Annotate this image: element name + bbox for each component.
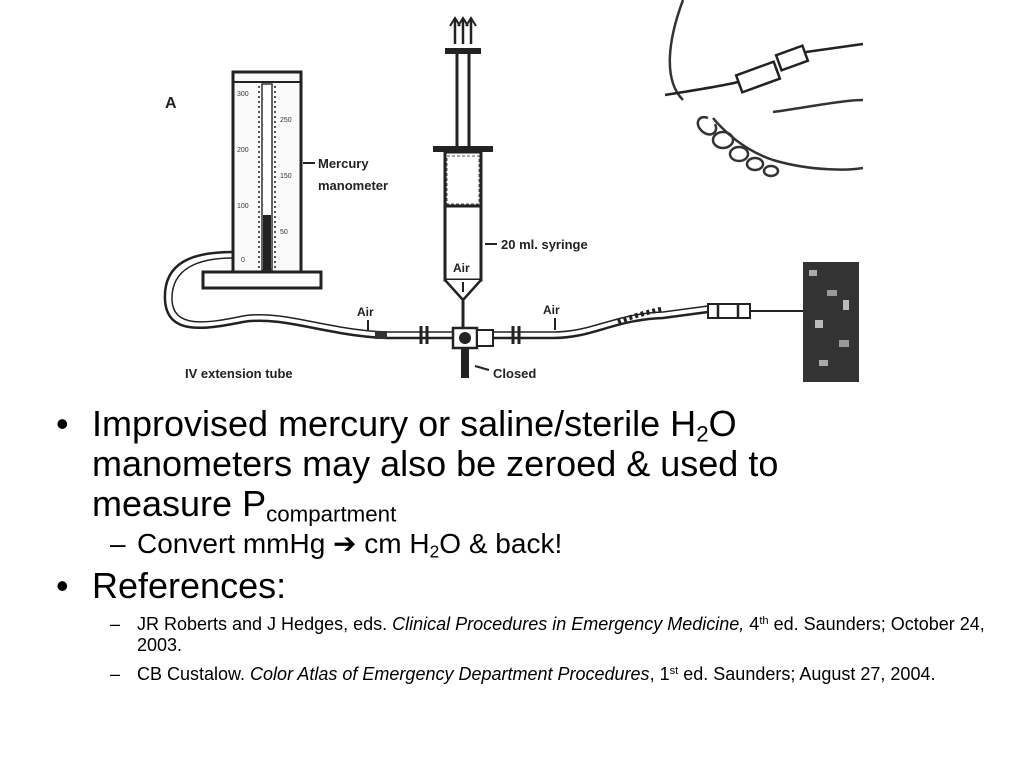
reference-title: Clinical Procedures in Emergency Medicine, [392,614,745,634]
reference-item-roberts [110,614,1010,658]
scale-left-100: 100 [237,203,249,210]
reference-marker: – [110,664,121,684]
convert-text: O & back! [439,528,563,559]
syringe-label: 20 ml. syringe [501,237,588,252]
bullet-references [56,566,656,606]
scale-right-250: 250 [280,117,292,124]
scale-left-300: 300 [237,91,249,98]
reference-edition-suffix: st [669,664,679,677]
references-heading: References: [92,565,287,606]
mercury-manometer [203,72,388,288]
reference-title: Color Atlas of Emergency Department Procedures [250,664,650,684]
syringe [433,18,588,328]
convert-text: Convert mmHg [137,528,334,559]
diagram-svg [163,0,863,392]
tissue-block [803,262,859,382]
reference-edition: , 1 [649,664,670,684]
catheter-tube [493,304,803,344]
subscript-2: 2 [696,421,709,447]
closed-label: Closed [493,366,537,381]
iv-extension-tube [165,252,453,344]
manometer-label-line2: manometer [318,178,389,193]
reference-authors: CB Custalow. [137,664,251,684]
scale-right-150: 150 [280,173,292,180]
reference-item-custalow [110,664,1010,708]
panel-label: A [165,95,177,112]
bullet-line-3 [92,483,397,527]
sub-bullet-convert [110,528,910,562]
scale-left-200: 200 [237,147,249,154]
reference-edition-suffix: th [759,614,769,627]
bullet-improvised-manometer [56,403,956,527]
subscript-compartment: compartment [266,501,397,527]
convert-text: cm H [356,528,430,559]
reference-marker: – [110,614,121,634]
subscript-2: 2 [429,541,440,562]
reference-text [137,664,997,685]
iv-tube-label: IV extension tube [185,366,293,381]
reference-text [137,614,997,656]
reference-edition: 4 [744,614,760,634]
bullet-text: measure P [92,483,267,524]
reference-authors: JR Roberts and J Hedges, eds. [137,614,393,634]
arrow-right-icon: ➔ [333,528,357,559]
bullet-marker: • [56,565,69,606]
three-way-stopcock [453,328,536,381]
needle-hub [665,44,863,95]
sub-bullet-marker: – [110,528,126,559]
air-right-label: Air [543,303,560,317]
scale-left-0: 0 [241,257,245,264]
bullet-marker: • [56,403,69,444]
air-syringe-label: Air [453,261,470,275]
air-left-label: Air [357,305,374,319]
reference-publisher: ed. Saunders; October 24, 2003. [137,614,985,655]
bullet-line-2: manometers may also be zeroed & used to [92,443,779,484]
bullet-text: O [708,403,737,444]
foot-illustration [670,0,863,176]
scale-right-50: 50 [280,229,288,236]
bullet-line-1 [92,403,737,447]
manometer-diagram [163,0,863,392]
bullet-text: Improvised mercury or saline/sterile H [92,403,697,444]
sub-bullet-text [137,528,562,560]
manometer-label-line1: Mercury [318,156,369,171]
reference-publisher: ed. Saunders; August 27, 2004. [678,664,936,684]
